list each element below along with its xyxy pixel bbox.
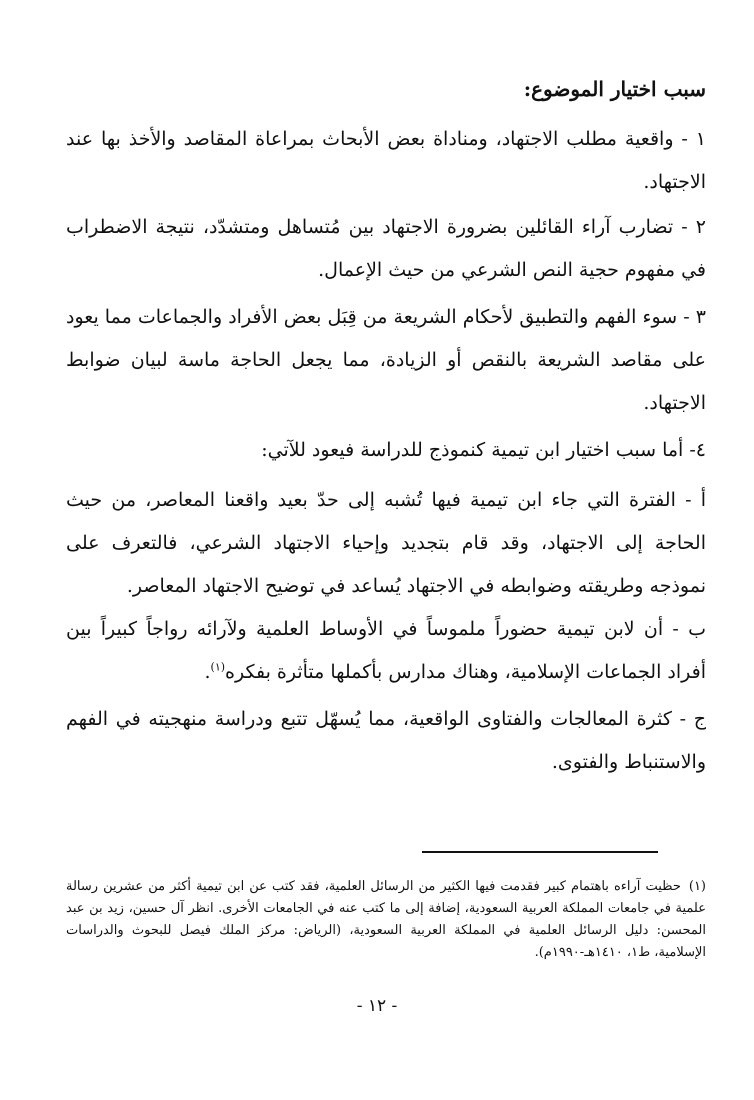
footnote-reference[interactable]: (١): [210, 660, 226, 674]
paragraph-reason-4: ٤- أما سبب اختيار ابن تيمية كنموذج للدراسة فيعود للآتي:: [261, 439, 706, 461]
footnote-text: حظيت آراءه باهتمام كبير فقدمت فيها الكثير من الرسائل العلمية، فقد كتب عن ابن تيمية أكثر من عشرين رسالة علمية في جامعات المملكة العربية السعودية، إضافة إلى ما كتب عنه في الجامعات الأخرى. انظر آل حسين، زيد بن عبد المحسن: دليل الرسائل العلمية في المملكة العربية السعودية، (الرياض: مركز الملك فيصل للبحوث والدراسات الإسلامية، ط١، ١٤١٠هـ-١٩٩٠م).: [66, 879, 706, 960]
paragraph-reason-2: ٢ - تضارب آراء القائلين بضرورة الاجتهاد بين مُتساهل ومتشدّد، نتيجة الاضطراب في مفهوم حجية النص الشرعي من حيث الإعمال.: [66, 216, 706, 281]
paragraph-reason-4b-end: .: [204, 661, 211, 683]
section-heading: سبب اختيار الموضوع:: [523, 77, 706, 101]
paragraph-reason-1: ١ - واقعية مطلب الاجتهاد، ومناداة بعض الأبحاث بمراعاة المقاصد والأخذ بها عند الاجتهاد.: [66, 128, 706, 193]
paragraph-reason-4a: أ - الفترة التي جاء ابن تيمية فيها تُشبه إلى حدّ بعيد واقعنا المعاصر، من حيث الحاجة إلى الاجتهاد، وقد قام بتجديد وإحياء الاجتهاد الشرعي، فالتعرف على نموذجه وطريقته وضوابطه في الاجتهاد يُساعد في توضيح الاجتهاد المعاصر.: [66, 489, 706, 597]
footnote: [66, 876, 706, 964]
footnote-number: (١): [688, 879, 706, 894]
paragraph-reason-3: ٣ - سوء الفهم والتطبيق لأحكام الشريعة من قِبَل بعض الأفراد والجماعات مما يعود على مقاصد الشريعة بالنقص أو الزيادة، مما يجعل الحاجة ماسة لبيان ضوابط الاجتهاد.: [66, 306, 706, 414]
footnote-divider: [422, 851, 658, 853]
paragraph-reason-4c: ج - كثرة المعالجات والفتاوى الواقعية، مما يُسهّل تتبع ودراسة منهجيته في الفهم والاستنباط والفتوى.: [66, 708, 706, 773]
paragraph-reason-4b: [66, 608, 706, 694]
paragraph-reason-4b-text: ب - أن لابن تيمية حضوراً ملموساً في الأوساط العلمية ولآرائه رواجاً كبيراً بين أفراد الجماعات الإسلامية، وهناك مدارس بأكملها متأثرة بفكره: [66, 618, 706, 683]
page-number: - ١٢ -: [356, 996, 398, 1016]
